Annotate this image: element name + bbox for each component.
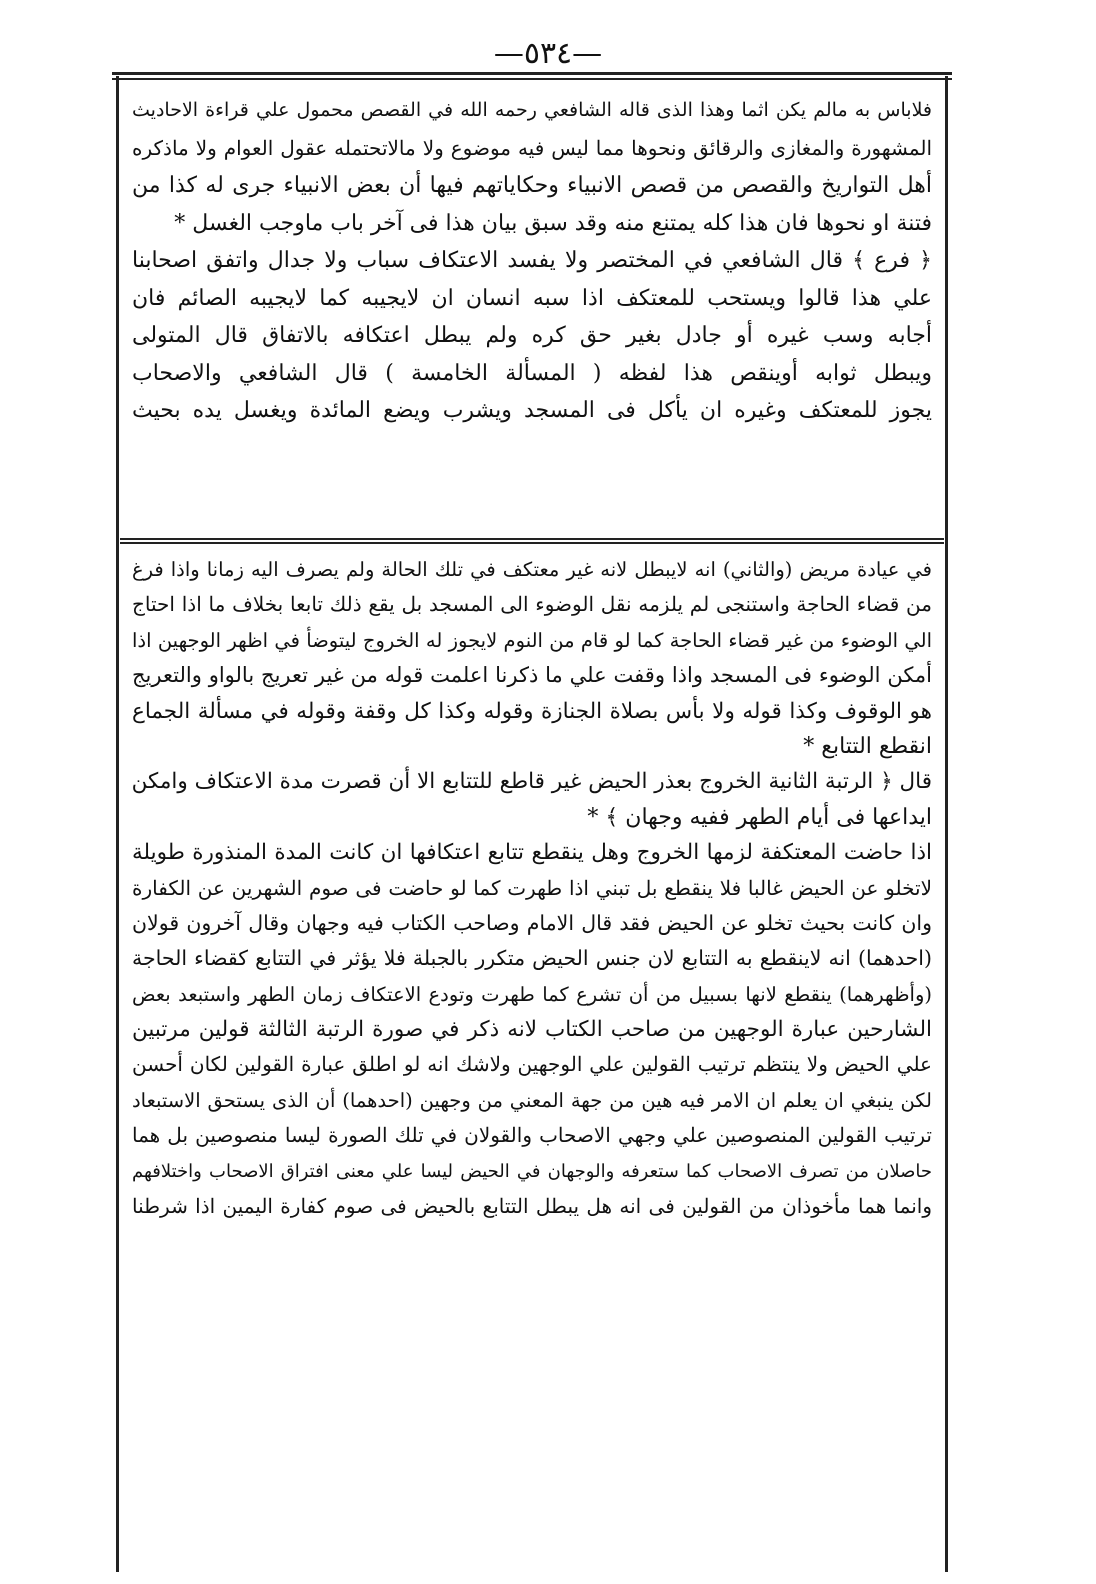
commentary-text-line: اذا حاضت المعتكفة لزمها الخروج وهل ينقطع تتابع اعتكافها ان كانت المدة المنذورة طويلة <box>132 840 932 866</box>
main-text-line: يجوز للمعتكف وغيره ان يأكل فى المسجد ويشرب ويضع المائدة ويغسل يده بحيث <box>132 398 932 423</box>
main-text-line: المشهورة والمغازى والرقائق ونحوها مما ليس فيه موضوع ولا مالاتحتمله عقول العوام ولا ماذكره <box>132 135 932 160</box>
commentary-text-line: وانما هما مأخوذان من القولين فى انه هل يبطل التتابع بالحيض فى صوم كفارة اليمين اذا شرطنا <box>132 1194 932 1219</box>
commentary-text-line: انقطع التتابع * <box>803 733 932 759</box>
commentary-text-line: ايداعها فى أيام الطهر ففيه وجهان ﴾ * <box>587 804 932 830</box>
commentary-text-line: الي الوضوء من غير قضاء الحاجة كما لو قام من النوم لايجوز له الخروج ليتوضأ في اظهر الوجهين اذا <box>132 628 932 652</box>
main-text-line: أجابه وسب غيره أو جادل بغير حق كره ولم يبطل اعتكافه بالاتفاق قال المتولى <box>132 323 932 348</box>
main-text-line: علي هذا قالوا ويستحب للمعتكف اذا سبه انسان ان لايجيبه كما لايجيبه الصائم فان <box>132 285 932 311</box>
commentary-text-line: في عيادة مريض (والثاني) انه لايبطل لانه غير معتكف في تلك الحالة ولم يصرف اليه زمانا واذا فرغ <box>132 558 932 581</box>
main-text-line: أهل التواريخ والقصص من قصص الانبياء وحكاياتهم فيها أن بعض الانبياء جرى له كذا من <box>132 173 932 198</box>
page-number: —٥٣٤— <box>493 36 603 71</box>
commentary-text-line: قال ﴿ الرتبة الثانية الخروج بعذر الحيض غير قاطع للتتابع الا أن قصرت مدة الاعتكاف وامكن <box>132 769 932 795</box>
commentary-text-line: حاصلان من تصرف الاصحاب كما ستعرفه والوجهان في الحيض ليسا علي معنى افتراق الاصحاب واختلافهم <box>132 1160 932 1182</box>
commentary-text-section <box>132 552 932 1562</box>
commentary-text-line: (وأظهرهما) ينقطع لانها بسبيل من أن تشرع كما طهرت وتودع الاعتكاف زمان الطهر واستبعد بعض <box>132 982 932 1006</box>
commentary-text-line: هو الوقوف وكذا قوله ولا بأس بصلاة الجنازة وقوله وكذا كل وقفة وقوله في مسألة الجماع <box>132 698 932 724</box>
main-text-line: ﴿ فرع ﴾ قال الشافعي في المختصر ولا يفسد الاعتكاف سباب ولا جدال واتفق اصحابنا <box>132 248 932 273</box>
main-text-line: ويبطل ثوابه أوينقص هذا لفظه ( المسألة الخامسة ) قال الشافعي والاصحاب <box>132 360 932 386</box>
commentary-text-line: من قضاء الحاجة واستنجى لم يلزمه نقل الوضوء الى المسجد بل يقع ذلك تابعا بخلاف ما اذا احتاج <box>132 592 932 617</box>
commentary-text-line: ترتيب القولين المنصوصين علي وجهي الاصحاب والقولان في تلك الصورة ليسا منصوصين بل هما <box>132 1123 932 1148</box>
main-text-line: فتنة او نحوها فان هذا كله يمتنع منه وقد سبق بيان هذا فى آخر باب ماوجب الغسل * <box>174 210 932 236</box>
commentary-text-line: لكن ينبغي ان يعلم ان الامر فيه هين من جهة المعني من وجهين (احدهما) أن الذى يستحق الاستبعاد <box>132 1088 932 1112</box>
section-divider <box>120 538 944 544</box>
commentary-text-line: الشارحين عبارة الوجهين من صاحب الكتاب لانه ذكر في صورة الرتبة الثالثة قولين مرتبين <box>132 1017 932 1043</box>
commentary-text-line: علي الحيض ولا ينتظم ترتيب القولين علي الوجهين ولاشك انه لو اطلق عبارة القولين لكان أحسن <box>132 1052 932 1077</box>
main-text-section <box>132 92 932 532</box>
commentary-text-line: وان كانت بحيث تخلو عن الحيض فقد قال الامام وصاحب الكتاب فيه وجهان وقال آخرون قولان <box>132 910 932 935</box>
commentary-text-line: (احدهما) انه لاينقطع به التتابع لان جنس الحيض متكرر بالجبلة فلا يؤثر في التتابع كقضاء الحاجة <box>132 946 932 971</box>
commentary-text-line: لاتخلو عن الحيض غالبا فلا ينقطع بل تبني اذا طهرت كما لو حاضت فى صوم الشهرين عن الكفارة <box>132 875 932 900</box>
commentary-text-line: أمكن الوضوء فى المسجد واذا وقفت علي ما ذكرنا اعلمت قوله من غير تعريج بالواو والتعريج <box>132 663 932 688</box>
main-text-line: فلاباس به مالم يكن اثما وهذا الذى قاله الشافعي رحمه الله في القصص محمول علي قراءة الاحاديث <box>132 99 932 121</box>
